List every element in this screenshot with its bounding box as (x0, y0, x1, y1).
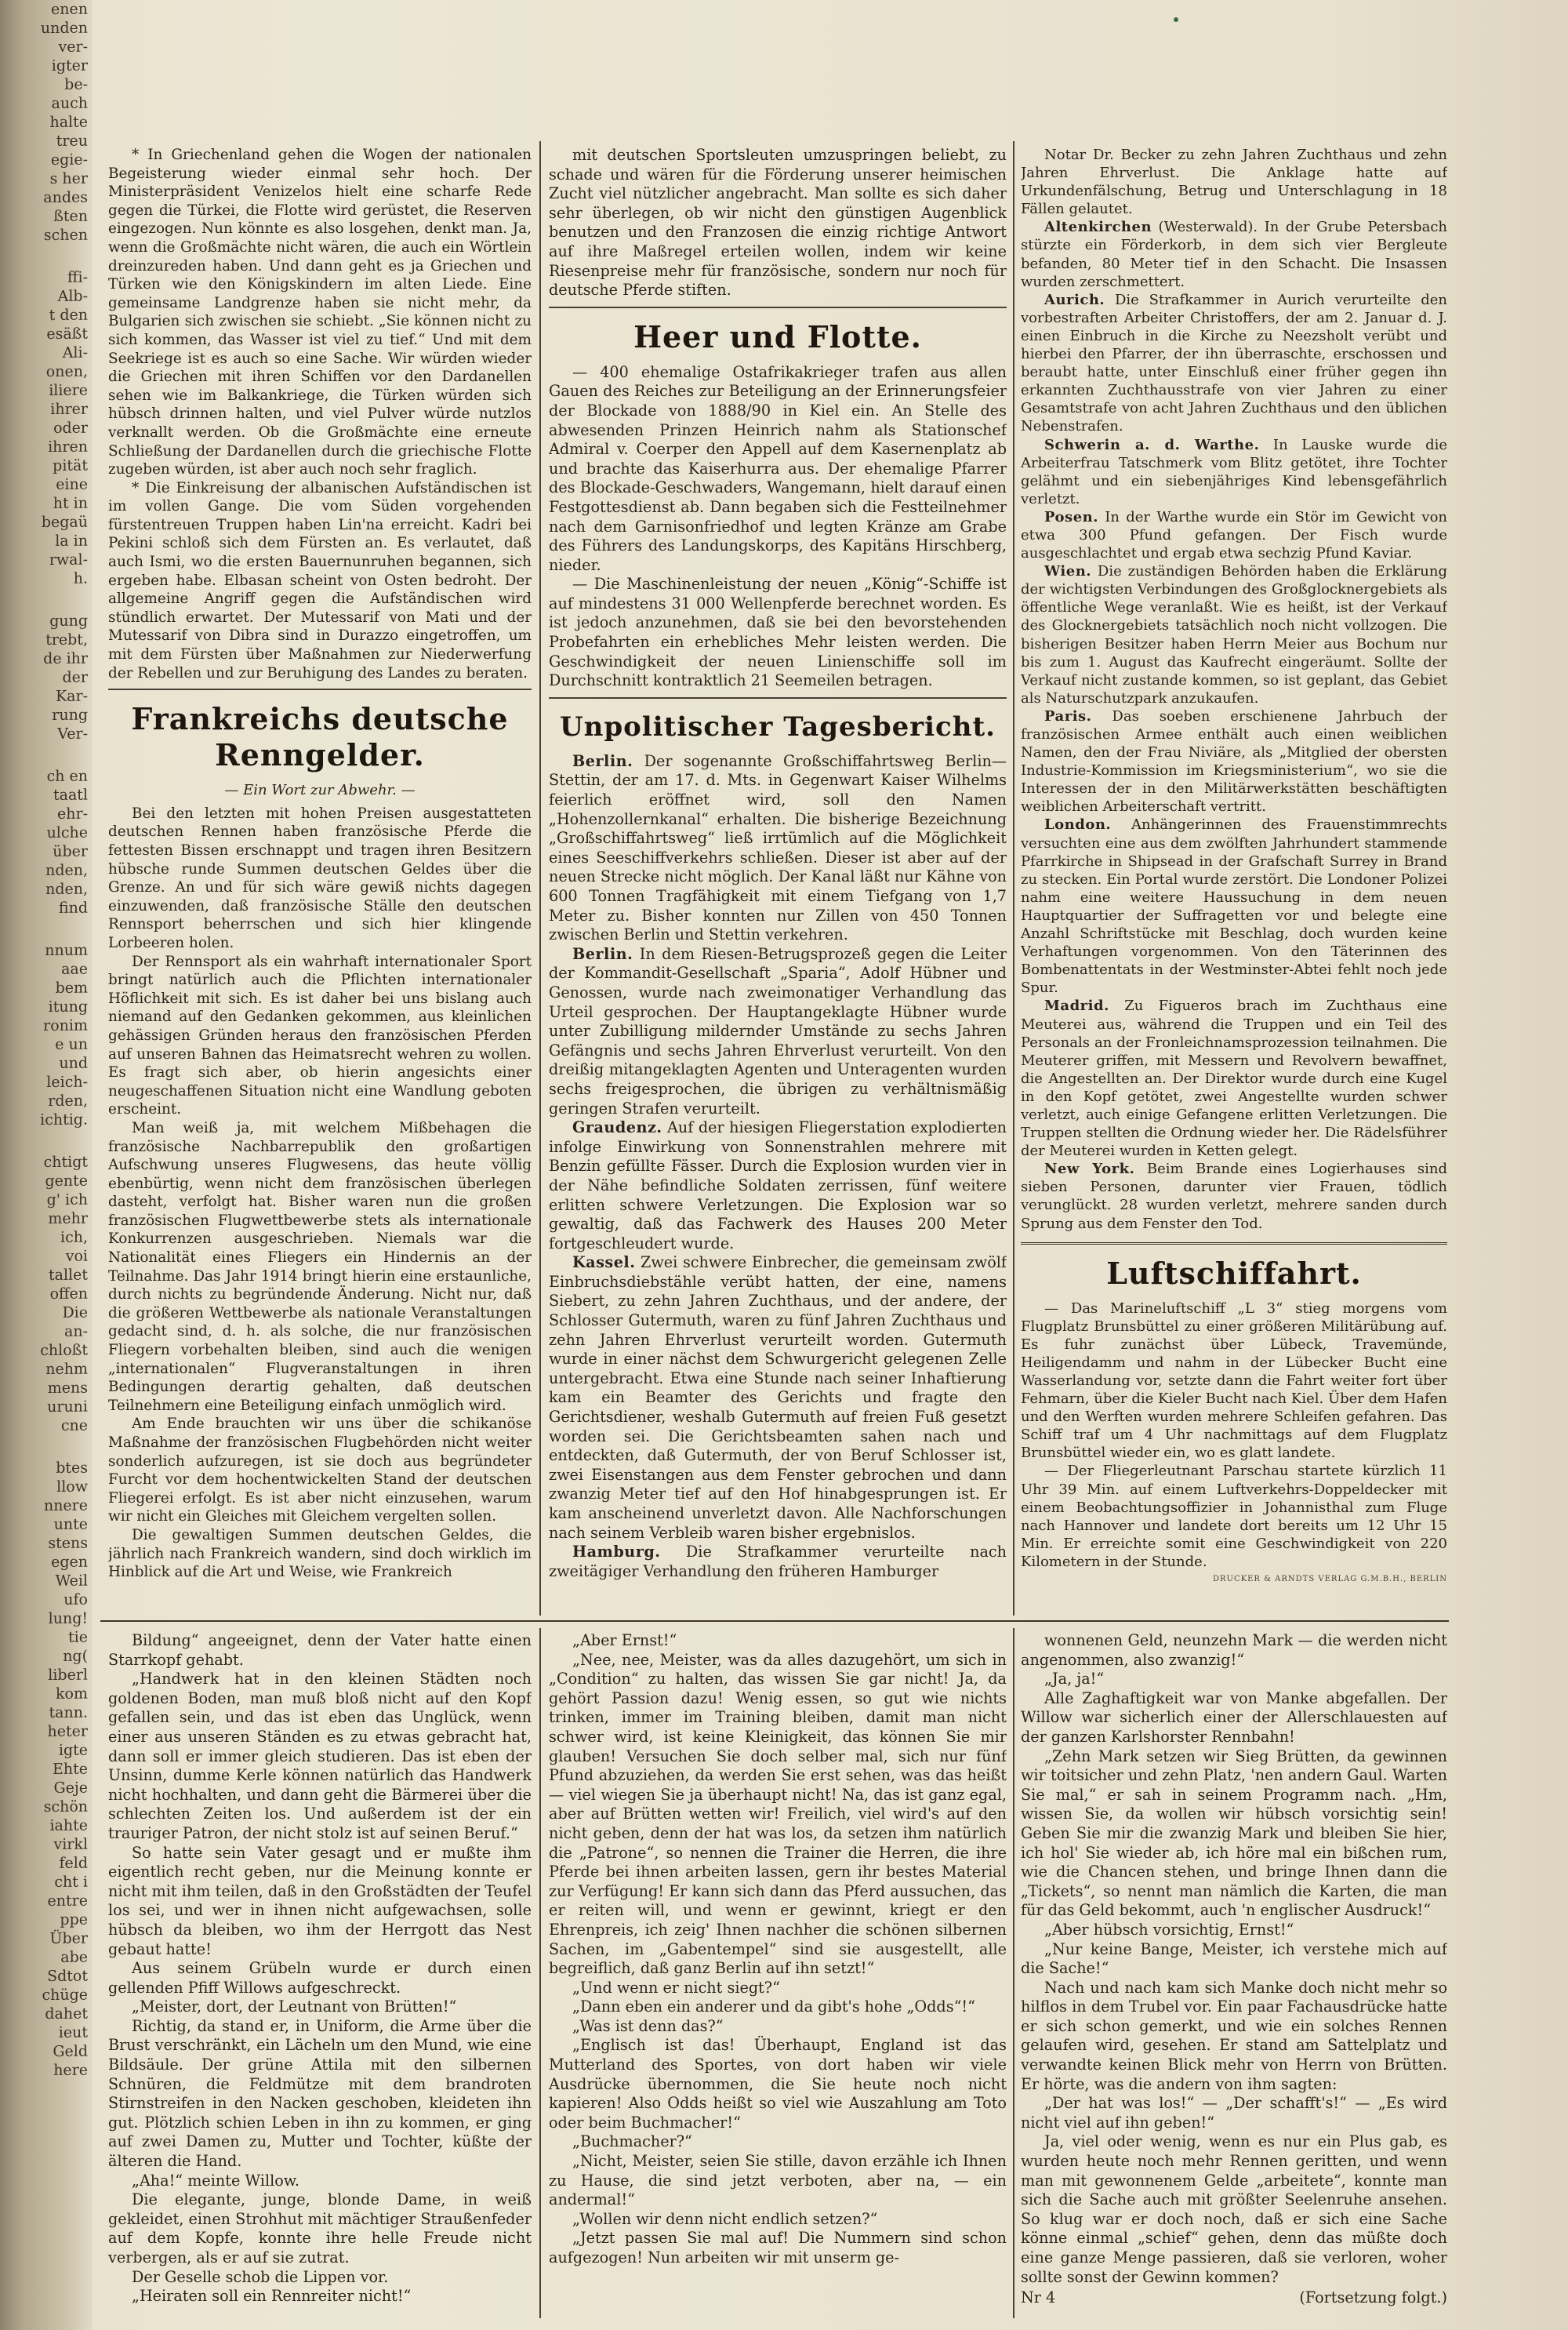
paragraph (1021, 1299, 1447, 1463)
gutter-fragment: offen (49, 1285, 88, 1303)
gutter-fragment: la in (55, 532, 88, 550)
serial-column-2 (549, 1631, 1007, 2321)
paragraph (108, 1415, 532, 1526)
c3-paras (1021, 146, 1447, 1233)
paragraph (1021, 1747, 1447, 1921)
paragraph (1021, 1979, 1447, 2095)
column-3 (1021, 146, 1447, 1614)
gutter-fragment: ulche (46, 823, 88, 841)
gutter-fragment: auch (51, 94, 88, 112)
dateline: Wien. (1044, 563, 1092, 580)
serial-footer (1021, 2288, 1447, 2308)
paragraph (549, 2132, 1007, 2152)
dateline: Kassel. (572, 1253, 636, 1272)
paragraph-text: Der sogenannte Großschiffahrtsweg Berlin—Stettin, der am 17. d. Mts. in Gegenwart Kaiser Wilhelms feierlich eröffnet wird, soll den Namen „Hohenzollernkanal“ erhalten. Die bisherige Bezeichnung „Großschiffahrtsweg“ ließ irrtümlich auf die Möglichkeit eines Seeschiffverkehrs schließen. Dieser ist aber auf der neuen Strecke nicht möglich. Der Kanal läßt nur Kähne von 600 Tonnen Tragfähigkeit mit einem Tiefgang von 1,7 Meter zu. Bisher konnten nur Zillen von 450 Tonnen zwischen Berlin und Stettin verkehren. (549, 751, 1007, 944)
heading-unpolitischer-tagesbericht: Unpolitischer Tagesbericht. (559, 711, 996, 743)
paragraph-text: Ja, viel oder wenig, wenn es nur ein Plus gab, es wurden heute noch mehr Rennen geritten, und wenn man mit gewonnenem Gelde „arbeitete“, konnte man sich die Sache auch mit größter Seelenruhe ansehen. So klug war er doch noch, daß er sich eine Sache könne einmal „schief“ gehen, denn das müßte doch eine ganze Menge passieren, daß sie verloren, woher sollte sonst der Gewinn kommen? (1021, 2132, 1447, 2286)
gutter-fragment: here (53, 2061, 88, 2079)
gutter-fragment: ichtig. (40, 1110, 88, 1129)
gutter-fragment: ihren (48, 438, 88, 456)
paragraph (549, 1253, 1007, 1543)
paragraph (549, 146, 1007, 300)
paragraph-text: In dem Riesen-Betrugsprozeß gegen die Leiter der Kommandit-Gesellschaft „Sparia“, Adolf Hübner und Genossen, wurde nach zweimonatiger Verhandlung das Urteil gesprochen. Der Hauptangeklagte Hübner wurde unter Zubilligung mildernder Umstände zu sechs Jahren Gefängnis und sechs Jahren Ehrverlust verurteilt. Von den dreißig mitangeklagten Agenten und Unteragenten wurden sechs freigesprochen, die übrigen zu verhältnismäßig geringen Strafen verurteilt. (549, 944, 1007, 1118)
paragraph (108, 1119, 532, 1416)
paragraph (1021, 1670, 1447, 1689)
gutter-gap (0, 743, 93, 768)
gutter-fragment: egie- (50, 151, 88, 169)
paragraph-text: In Lauske wurde die Arbeiterfrau Tatschmerk vom Blitz getötet, ihre Tochter gelähmt und ein siebenjähriges Kind lebensgefährlich verletzt. (1021, 436, 1447, 507)
rule (549, 697, 1007, 699)
gutter-fragment: über (53, 842, 88, 860)
section-divider (100, 1620, 1449, 1622)
gutter-gap (0, 1435, 93, 1459)
paragraph-text: Am Ende brauchten wir uns über die schikanöse Maßnahme der französischen Flugbehörden nicht weiter sonderlich aufzuregen, ist sie doch aus begründeter Furcht vor dem hochentwickelten Stand der deutschen Fliegerei erfolgt. Es ist aber nicht einzusehen, warum wir nicht ein Gleiches mit Gleichem vergelten sollen. (108, 1416, 532, 1525)
gutter-fragment: tallet (49, 1266, 88, 1284)
dateline: Posen. (1044, 508, 1098, 525)
paragraph-text: Das soeben erschienene Jahrbuch der französischen Armee enthält auch einen weiblichen Namen, den der Frau Niviäre, als „Mitglied der obersten Industrie-Kommission im Kriegsministerium“, wo sie die Interessen der in den Militärwerkstätten beschäftigten weiblichen Arbeiterschaft vertritt. (1021, 707, 1447, 816)
c2-paras (549, 146, 1007, 300)
paragraph (108, 953, 532, 1119)
dateline: Altenkirchen (1044, 219, 1152, 236)
c1-paras (108, 146, 532, 682)
gutter-fragment: Die (62, 1303, 88, 1321)
gutter-fragment: nden, (45, 861, 88, 880)
gutter-fragment: lung! (48, 1609, 88, 1627)
paragraph-text: In der Warthe wurde ein Stör im Gewicht von etwa 300 Pfund gefangen. Der Fisch wurde ausgeschlachtet und ergab etwa sechzig Pfund Kaviar. (1021, 508, 1447, 562)
paragraph (1021, 707, 1447, 816)
rule (549, 307, 1007, 308)
gutter-fragment: eine (56, 475, 88, 493)
gutter-fragment: rden, (48, 1092, 88, 1110)
paragraph-text: „Meister, dort, der Leutnant von Brütten!“ (132, 1997, 457, 2016)
paragraph-text: Auf der hiesigen Fliegerstation explodierten infolge Einwirkung von Sonnenstrahlen mehrere mit Benzin gefüllte Fässer. Durch die Explosion wurden vier in der Nähe befindliche Soldaten zerrissen, fünf weitere erlitten schwere Verletzungen. Die Explosion war so gewaltig, daß das Fachwerk des Hauses 200 Meter fortgeschleudert wurde. (549, 1118, 1007, 1252)
gutter-fragment: e un (55, 1035, 88, 1053)
heading-heer-und-flotte: Heer und Flotte. (633, 318, 922, 354)
paragraph (108, 1670, 532, 1843)
gutter-fragment: Ver- (57, 725, 88, 743)
gutter-fragment: iliere (49, 381, 88, 399)
gutter-gap (0, 1129, 93, 1154)
paragraph-text: Der Geselle schob die Lippen vor. (132, 2267, 389, 2286)
gutter-fragment: dahet (45, 2005, 88, 2023)
gutter-fragment: g' ich (46, 1190, 88, 1209)
gutter-fragment: s her (49, 169, 88, 187)
gutter-fragment: kom (56, 1685, 88, 1703)
paragraph-text: Die zuständigen Behörden haben die Erklärung der wichtigsten Verbindungen des Großglocknergebiets als öffentliche Wege veranlaßt. Wie es heißt, ist der Verkauf des Glocknergebiets tatsächlich noch nicht vollzogen. Die bisherigen Besitzer haben Herrn Meier aus Bochum nur bis zum 1. August das Kaufrecht eingeräumt. Sollte der Verkauf nicht zustande kommen, so ist geplant, das Gebiet als Naturschutzpark anzukaufen. (1021, 563, 1447, 707)
paragraph-text: Bei den letzten mit hohen Preisen ausgestatteten deutschen Rennen haben französische Pferde die fettesten Bissen erschnappt und tragen ihren Besitzern hübsche runde Summen deutschen Geldes über die Grenze. An und für sich wäre gewiß nichts dagegen einzuwenden, daß französische Ställe den deutschen Rennsport beherrschen und sich hier klingende Lorbeeren holen. (108, 805, 532, 951)
gutter-fragment: de ihr (43, 649, 88, 668)
rule (1021, 1242, 1447, 1245)
gutter-fragment: ng( (63, 1647, 88, 1665)
paragraph-text: — 400 ehemalige Ostafrikakrieger trafen aus allen Gauen des Reiches zur Beteiligung an der Erinnerungsfeier der Blockade von 1888/90 in Kiel ein. An Stelle des abwesenden Prinzen Heinrich nahm als Stationschef Admiral v. Coerper den Appell auf dem Kasernenplatz ab und brachte das Kaiserhurra aus. Der ehemalige Pfarrer des Blockade-Geschwaders, Wangemann, hielt darauf einen Festgottesdienst ab. Dann begaben sich die Festteilnehmer nach dem Garnisonfriedhof und legten Kränze am Grabe des Führers des Landungskorps, des Kapitäns Hirschberg, nieder. (549, 362, 1007, 574)
gutter-fragment: leich- (46, 1073, 88, 1091)
paragraph-text: „Aber hübsch vorsichtig, Ernst!“ (1044, 1920, 1294, 1939)
gutter-fragment: gung (49, 612, 88, 630)
s3-paras (1021, 1631, 1447, 2287)
gutter-fragment: tie (68, 1628, 88, 1646)
gutter-fragment: enen (51, 0, 88, 18)
c2-paras2 (549, 752, 1007, 1582)
paragraph (1021, 997, 1447, 1160)
rule (108, 689, 532, 690)
gutter-fragment: iahte (49, 1816, 88, 1834)
paragraph-text: „Ja, ja!“ (1044, 1670, 1105, 1688)
gutter-fragment: Sdtot (47, 1967, 88, 1985)
paragraph-text: Der Rennsport als ein wahrhaft internationaler Sport bringt natürlich auch die Pflichten internationaler Höflichkeit mit sich. Es ist daher bei uns bislang auch niemand auf den Gedanken gekommen, aus kleinlichen gehässigen Gründen heraus den französischen Pferden auf unseren Bahnen das Heimatsrecht wehren zu wollen. Es fragt sich aber, ob hierin angesichts einer neugeschaffenen Situation nicht eine Wandlung geboten erscheint. (108, 953, 532, 1118)
paragraph-text: „Aha!“ meinte Willow. (132, 2171, 300, 2190)
gutter-fragment: nnere (43, 1496, 88, 1515)
gutter-fragment: egen (51, 1553, 88, 1571)
paragraph-text: „Nee, nee, Meister, was da alles dazugehört, um sich in „Condition“ zu halten, das wissen Sie gar nicht! Ja, da gehört Passion dazu! Wenig essen, so gut wie nichts trinken, immer im Training bleiben, damit man nicht schwer wird, ist keine Kleinigkeit, das können Sie mir glauben! Versuchen Sie doch selber mal, sich nur fünf Pfund abzuziehen, da werden Sie erst sehen, was das heißt — viel wiegen Sie ja überhaupt nicht! Na, das ist ganz egal, aber auf Brütten wetten wir! Freilich, viel wird's auf den nicht geben, denn der hat was los, da setzen ihm natürlich die „Patrone“, so nennen die Trainer die Herren, die ihre Pferde bei ihnen arbeiten lassen, gern ihr bestes Material zur Verfügung! Er kann sich dann das Pferd aussuchen, das er reiten will, und wenn er gewinnt, kriegt er den Ehrenpreis, ich zeig' Ihnen nachher die schönen silbernen Sachen, im „Gabentempel“ sind sie ausgestellt, alle begreiflich, daß ganz Berlin auf ihn setzt!“ (549, 1650, 1007, 1978)
paragraph (549, 752, 1007, 945)
gutter-fragment: ieut (58, 2023, 88, 2041)
paragraph-text: „Aber Ernst!“ (572, 1631, 677, 1649)
paragraph-text: Notar Dr. Becker zu zehn Jahren Zuchthaus und zehn Jahren Ehrverlust. Die Anklage hatte auf Urkundenfälschung, Betrug und Unterschlagung in 18 Fällen gelautet. (1021, 147, 1447, 218)
column-divider (539, 1628, 541, 2318)
paragraph (1021, 562, 1447, 707)
gutter-gap (0, 245, 93, 269)
gutter-fragment: igter (51, 56, 88, 75)
gutter-fragment: taatl (53, 786, 88, 804)
paragraph-text: Bildung“ angeeignet, denn der Vater hatte einen Starrkopf gehabt. (108, 1631, 532, 1669)
paragraph (1021, 2094, 1447, 2132)
column-1 (108, 146, 532, 1614)
paragraph-text: * Die Einkreisung der albanischen Aufständischen ist im vollen Gange. Die vom Süden vorgehenden fürstentreuen Truppen haben Lin'na erreicht. Kadri bei Pekini schloß sich dem Fürsten an. Es verlautet, daß auch Ismi, wo die ersten Bauernunruhen begannen, sich ergeben habe. Elbasan scheint von Osten bedroht. Der allgemeine Angriff gegen die Aufständischen wird stündlich erwartet. Der Mutessarif von Mati und der Mutessarif von Dibra sind in Durazzo eingetroffen, um mit dem Fürsten über Maßnahmen zur Niederwerfung der Rebellen und zur Beruhigung des Landes zu beraten. (108, 479, 532, 682)
paragraph (108, 2287, 532, 2306)
paragraph-text: * In Griechenland gehen die Wogen der nationalen Begeisterung wieder einmal sehr hoch. Der Ministerpräsident Venizelos hielt eine scharfe Rede gegen die Türkei, die Flotte wird gerüstet, die Reserven eingezogen. Nun könnte es also losgehen, denkt man. Ja, wenn die Großmächte nicht wären, die auch ein Wörtlein dreinzureden haben. Und dann geht es ja Griechen und Türken wie den Königskindern im alten Liede. Eine gemeinsame Landgrenze haben sie nicht mehr, da Bulgarien sich zwischen sie schiebt. „Sie können nicht zu sich kommen, das Wasser ist viel zu tief.“ Und mit dem Seekriege ist es auch so eine Sache. Wir würden wieder die Griechen mit ihren Schiffen vor den Dardanellen sehen wie im Balkankriege, die Türken würden sich hübsch drinnen halten, und viel Pulver würde nutzlos verknallt werden. Ob die Großmächte eine erneute Schließung der Dardanellen durch die griechische Flotte zugeben würden, ist aber auch noch sehr fraglich. (108, 147, 532, 478)
paragraph-text: — Das Marineluftschiff „L 3“ stieg morgens vom Flugplatz Brunsbüttel zu einer größeren Militärübung auf. Es fuhr zunächst über Lübeck, Travemünde, Heiligendamm und nahm in der Lübecker Bucht eine Wasserlandung vor, setzte dann die Fahrt weiter fort über Fehmarn, über die Kieler Bucht nach Kiel. Über dem Hafen und den Werften wurden mehrere Schleifen gefahren. Das Schiff traf um 4 Uhr nachmittags auf dem Flugplatz Brunsbüttel wieder ein, wo es glatt landete. (1021, 1299, 1447, 1462)
dateline: New York. (1044, 1161, 1135, 1178)
gutter-fragment: feld (59, 1854, 88, 1872)
paragraph (549, 2017, 1007, 2037)
paragraph (108, 1631, 532, 1670)
gutter-fragment: trebt, (45, 631, 88, 649)
paragraph (549, 2229, 1007, 2267)
serial-column-3 (1021, 1631, 1447, 2321)
continued-note: (Fortsetzung folgt.) (1299, 2288, 1447, 2307)
paragraph (1021, 1462, 1447, 1571)
gutter-fragment: unte (53, 1515, 88, 1533)
paragraph (1021, 1689, 1447, 1747)
print-mark (1174, 17, 1178, 22)
gutter-fragment: t den (49, 306, 88, 324)
paragraph-text: Man weiß ja, mit welchem Mißbehagen die französische Nachbarrepublik den großartigen Aufschwung unseres Flugwesens, das heute völlig ebenbürtig, wenn nicht dem französischen überlegen dasteht, verfolgt hat. Bisher waren nun die großen französischen Flugwettbewerbe stets als internationale Konkurrenzen ausgeschrieben. Niemals war die Nationalität eines Fliegers ein Hindernis an der Teilnahme. Das Jahr 1914 bringt hierin eine erstaunliche, durch nichts zu begründende Änderung. Nicht nur, daß die größeren Wettbewerbe als nationale Veranstaltungen gedacht sind, d. h. als solche, die nur französischen Fliegern vorbehalten bleiben, sind auch die wenigen „internationalen“ Flugveranstaltungen in ihren Bedingungen derartig gehalten, daß deutschen Teilnehmern eine Beteiligung einfach unmöglich wird. (108, 1119, 532, 1414)
gutter-fragment: nnum (45, 941, 88, 960)
paragraph (108, 2017, 532, 2172)
dateline: Berlin. (572, 751, 633, 770)
paragraph (549, 575, 1007, 691)
c3-paras2 (1021, 1299, 1447, 1571)
gutter-fragment: ihrer (50, 400, 88, 418)
gutter-fragment: unden (40, 19, 88, 38)
gutter-gap (0, 918, 93, 942)
paragraph (1021, 1160, 1447, 1232)
paragraph-text: „Jetzt passen Sie mal auf! Die Nummern sind schon aufgezogen! Nun arbeiten wir mit unserm ge- (549, 2229, 1007, 2266)
paragraph-text: „Handwerk hat in den kleinen Städten noch goldenen Boden, man muß bloß nicht auf den Kopf gefallen sein, und das ist eben das Unglück, wenn einer aus unseren Ständen es zu etwas gebracht hat, dann soll er immer gleich studieren. Das ist eben der Unsinn, dumme Kerle können natürlich das Handwerk nicht hochhalten, und dann geht die Bärmerei über die schlechten Zeiten los. Und außerdem ist der ein trauriger Patron, der nicht stolz ist auf seinen Beruf.“ (108, 1670, 532, 1842)
column-2 (549, 146, 1007, 1614)
gutter-fragment: pität (53, 456, 88, 474)
gutter-fragment: Weil (55, 1572, 88, 1590)
dateline: Hamburg. (572, 1543, 661, 1561)
gutter-fragment: der (62, 668, 88, 686)
paragraph-text: Die Strafkammer in Aurich verurteilte den vorbestraften Arbeiter Christoffers, der am 2. Januar d. J. einen Einbruch in die Kirche zu Neezsholt verübt und hierbei den Pfarrer, der ihn überraschte, erschossen und beraubt hatte, unter Einschluß einer früher gegen ihn erkannten Zuchthausstrafe von vier Jahren zu einer Gesamtstrafe von acht Jahren Zuchthaus und den üblichen Nebenstrafen. (1021, 291, 1447, 435)
gutter-fragment: ffi- (67, 268, 88, 286)
paragraph (549, 1979, 1007, 1998)
paragraph-text: Die gewaltigen Summen deutschen Geldes, die jährlich nach Frankreich wandern, sind doch wirklich im Hinblick auf die Art und Weise, wie Frankreich (108, 1526, 532, 1581)
paragraph-text: „Wollen wir denn nicht endlich setzen?“ (572, 2209, 878, 2228)
issue-number: Nr 4 (1021, 2288, 1056, 2307)
gutter-fragment: heter (47, 1722, 88, 1740)
gutter-fragment: be- (64, 75, 88, 93)
dateline: Paris. (1044, 707, 1092, 725)
gutter-fragment: ronim (43, 1016, 88, 1035)
gutter-fragment: nden, (45, 880, 88, 899)
gutter-fragment: ht in (53, 494, 88, 512)
paragraph-text: wonnenen Geld, neunzehn Mark — die werden nicht angenommen, also zwanzig!“ (1021, 1631, 1447, 1669)
column-divider (539, 141, 541, 1616)
gutter-fragment: ehr- (57, 805, 88, 823)
paragraph-text: Anhängerinnen des Frauenstimmrechts versuchten eine aus dem zwölften Jahrhundert stammende Pfarrkirche in Shipsead in der Grafschaft Surrey in Brand zu stecken. Ein Portal wurde zerstört. Die Londoner Polizei nahm eine weitere Haussuchung in dem neuen Hauptquartier der Suffragetten vor und belegte eine Anzahl Schriftstücke mit Beschlag, doch wurden keine Verhaftungen vorgenommen. Von den Täterinnen des Bombenattentats in der Westminster-Abtei fehlt noch jede Spur. (1021, 816, 1447, 997)
paragraph-text: — Der Fliegerleutnant Parschau startete kürzlich 11 Uhr 39 Min. auf einem Luftverkehrs-Doppeldecker mit einem Beobachtungsoffizier in Johannisthal zum Fluge nach Hannover und landete dort bereits um 12 Uhr 15 Min. Er erreichte somit eine Geschwindigkeit von 220 Kilometern in der Stunde. (1021, 1463, 1447, 1570)
gutter-fragment: begaü (41, 513, 88, 532)
paragraph-text: „Englisch ist das! Überhaupt, England ist das Mutterland des Sportes, von dort haben wir viele Ausdrücke übernommen, die Sie heute noch nicht kapieren! Also Odds heißt so viel wie Auszahlung am Toto oder beim Buchmacher!“ (549, 2036, 1007, 2132)
gutter-fragment: und (59, 1054, 88, 1072)
paragraph-text: Beim Brande eines Logierhauses sind sieben Personen, darunter vier Frauen, tödlich verunglückt. 28 wurden verletzt, mehrere sanden durch Sprung aus dem Fenster den Tod. (1021, 1161, 1447, 1232)
gutter-fragment: igte (58, 1741, 88, 1759)
dateline: Aurich. (1044, 291, 1105, 308)
paragraph-text: „Buchmacher?“ (572, 2132, 692, 2151)
paragraph (1021, 218, 1447, 290)
paragraph (549, 945, 1007, 1118)
paragraph-text: Alle Zaghaftigkeit war von Manke abgefallen. Der Willow war sicherlich einer der Allerschlauesten auf der ganzen Karlshorster Rennbahn! (1021, 1688, 1447, 1746)
paragraph-text: — Die Maschinenleistung der neuen „König“-Schiffe ist auf mindestens 31 000 Wellenpferde berechnet worden. Es ist jedoch anzunehmen, daß sie bei den bevorstehenden Probefahrten ein erhebliches Mehr leisten werden. Die Geschwindigkeit der neuen Linienschiffe soll im Durchschnitt kontraktlich 21 Seemeilen betragen. (549, 575, 1007, 690)
gutter-fragment: Ehte (53, 1760, 88, 1778)
paragraph (1021, 1631, 1447, 1670)
gutter-fragment: an- (64, 1322, 88, 1340)
column-divider (1013, 1628, 1014, 2318)
s2-paras (549, 1631, 1007, 2268)
gutter-fragment: halte (49, 113, 88, 131)
paragraph-text: „Der hat was los!“ — „Der schafft's!“ — „Es wird nicht viel auf ihn geben!“ (1021, 2094, 1447, 2132)
dateline: Graudenz. (572, 1118, 662, 1137)
gutter-fragment: cht i (54, 1873, 88, 1891)
paragraph (108, 1526, 532, 1582)
gutter-fragment: virkl (53, 1835, 88, 1853)
paragraph (1021, 436, 1447, 508)
paragraph-text: So hatte sein Vater gesagt und er mußte ihm eigentlich recht geben, nur die Meinung konnte er nicht mit ihm teilen, daß in den Großstädten der Teufel los sei, und wer in ihnen nicht aufgewachsen, solle hübsch da bleiben, wo ihm der Herrgott das Nest gebaut hatte! (108, 1843, 532, 1958)
paragraph-text: (Westerwald). In der Grube Petersbach stürzte ein Förderkorb, in dem sich vier Bergleute befanden, 80 Meter tief in den Schacht. Die Insassen wurden zerschmettert. (1021, 219, 1447, 290)
paragraph-text: Aus seinem Grübeln wurde er durch einen gellenden Pfiff Willows aufgeschreckt. (108, 1959, 532, 1997)
gutter-fragment: andes (43, 188, 88, 207)
gutter-fragment: nehm (45, 1360, 88, 1379)
paragraph (1021, 816, 1447, 997)
gutter-fragment: Alb- (57, 287, 88, 305)
gutter-fragment: gente (45, 1172, 88, 1190)
paragraph (1021, 291, 1447, 436)
gutter-fragment: find (58, 899, 88, 917)
gutter-fragment: chtigt (43, 1153, 88, 1172)
gutter-fragment: stens (48, 1534, 88, 1552)
paragraph (108, 2268, 532, 2288)
serial-column-1 (108, 1631, 532, 2321)
paragraph-text: mit deutschen Sportsleuten umzuspringen beliebt, zu schade und wären für die Förderung unserer heimischen Zucht viel nützlicher angebracht. Man sollte es sich daher sehr überlegen, ob wir nicht den günstigen Augenblick benutzen und den Franzosen die einzig richtige Antwort auf ihre Maßregel erteilen wollen, indem wir keine Riesenpreise mehr für französische, sondern nur noch für deutsche Pferde stiften. (549, 146, 1007, 300)
paragraph-text: „Heiraten soll ein Rennreiter nicht!“ (132, 2287, 412, 2306)
gutter-fragment: oder (53, 419, 88, 437)
c1-paras2 (108, 805, 532, 1582)
paragraph-text: „Und wenn er nicht siegt?“ (572, 1978, 780, 1997)
gutter-fragment: ch en (46, 767, 88, 785)
printer-imprint: DRUCKER & ARNDTS VERLAG G.M.B.H., BERLIN (1212, 1575, 1447, 1584)
paragraph (108, 479, 532, 683)
dateline: Berlin. (572, 944, 633, 963)
paragraph (108, 1844, 532, 1960)
paragraph-text: „Zehn Mark setzen wir Sieg Brütten, da gewinnen wir toitsicher und zehn Platz, 'nen andern Gaul. Warten Sie mal,“ er sah in seinem Programm nach. „Hm, wissen Sie, da wollen wir hübsch vorsichtig sein! Geben Sie mir die zwanzig Mark und bleiben Sie hier, ich hol' Sie wieder ab, ich höre mal ein bißchen rum, wie die Chancen stehen, und bringe Ihnen dann die „Tickets“, so nennt man nämlich die Karten, die man für das Geld bekommt, auch 'n englischer Ausdruck!“ (1021, 1747, 1447, 1920)
gutter-fragment: btes (56, 1459, 88, 1477)
gutter-fragment: Kar- (55, 687, 88, 705)
paragraph (549, 363, 1007, 576)
paragraph-text: „Was ist denn das?“ (572, 2016, 724, 2035)
paragraph (108, 2190, 532, 2267)
c2-paras1 (549, 363, 1007, 691)
paragraph-text: Die Strafkammer verurteilte nach zweitägiger Verhandlung den früheren Hamburger (549, 1543, 1007, 1580)
gutter-fragment: rwal- (49, 551, 88, 569)
s1-paras (108, 1631, 532, 2306)
paragraph-text: Zu Figueros brach im Zuchthaus eine Meuterei aus, während die Truppen und ein Teil des Personals an der Fronleichnamsprozession teilnahmen. Die Meuterer griffen, mit Messern und Revolvern bewaffnet, die Angestellten an. Der Direktor wurde durch eine Kugel in den Kopf getötet, zwei Angestellte wurden schwer verletzt, auch einige Gefangene erlitten Verletzungen. Die Truppen stellten die Ordnung wieder her. Die Rädelsführer der Meuterei wurden in Ketten gelegt. (1021, 998, 1447, 1160)
gutter-fragment: h. (73, 569, 88, 587)
gutter-fragment: mehr (48, 1209, 88, 1227)
paragraph (108, 2172, 532, 2191)
gutter-fragment: Geje (53, 1779, 88, 1797)
paragraph (108, 146, 532, 479)
gutter-fragment: entre (47, 1892, 88, 1910)
paragraph-text: „Nur keine Bange, Meister, ich verstehe mich auf die Sache!“ (1021, 1939, 1447, 1978)
gutter-fragment: uruni (47, 1398, 88, 1416)
gutter-fragment: rung (52, 706, 88, 724)
gutter-fragment: schen (43, 226, 88, 245)
paragraph (549, 2152, 1007, 2210)
paragraph (549, 1543, 1007, 1581)
gutter-fragment: chüge (42, 1986, 88, 2005)
gutter-fragment: tann. (49, 1703, 88, 1721)
paragraph-text: „Dann eben ein anderer und da gibt's hohe „Odds“!“ (572, 1997, 975, 2016)
gutter-fragment: Ali- (62, 344, 88, 362)
gutter-fragment: llow (56, 1478, 88, 1496)
gutter-fragment: chloßt (40, 1341, 88, 1360)
gutter-fragment: Geld (53, 2042, 88, 2060)
gutter-fragment: abe (60, 1948, 88, 1966)
gutter-fragment: onen, (45, 362, 88, 381)
gutter-fragment: mens (47, 1379, 88, 1397)
gutter-fragment: liberl (48, 1666, 88, 1684)
gutter-fragment: ufo (64, 1590, 88, 1608)
paragraph-text: Nach und nach kam sich Manke doch nicht mehr so hilflos in dem Trubel vor. Ein paar Fachausdrücke hatte er sich schon gemerkt, und wie ein solches Rennen gelaufen wird, gesehen. Er stand am Sattelplatz und verwandte keinen Blick mehr von Herrn von Brütten. Er hörte, was die andern von ihm sagten: (1021, 1978, 1447, 2093)
paragraph (549, 1997, 1007, 2017)
gutter-fragment: bem (55, 979, 88, 997)
gutter-fragment: ich, (60, 1228, 88, 1246)
previous-page-gutter (0, 0, 93, 2330)
paragraph (549, 2210, 1007, 2230)
gutter-fragment: cne (60, 1416, 88, 1434)
paragraph (1021, 1921, 1447, 1940)
paragraph (1021, 146, 1447, 218)
paragraph-text: Zwei schwere Einbrecher, die gemeinsam zwölf Einbruchsdiebstähle verübt hatten, der eine, namens Siebert, zu zehn Jahren Zuchthaus, und der andere, der Schlosser Gutermuth, waren zu fünf Jahren Zuchthaus und zehn Jahren Ehrverlust verurteilt worden. Gutermuth wurde in einer nächst dem Schwurgericht gelegenen Zelle untergebracht. Etwa eine Stunde nach seiner Inhaftierung kam ein Beamter des Gerichts und fragte den Gerichtsdiener, weshalb Gutermuth auf freien Fuß gesetzt worden sei. Die Gerichtsbeamten sahen nach und entdeckten, daß Gutermuth, der von Beruf Schlosser ist, zwei Eisenstangen aus dem Fenster gebrochen und dann zwanzig Meter tief auf den Hof hinabgesprungen ist. Er kam anscheinend unverletzt davon. Alle Nachforschungen nach seinem Verbleib waren bisher ergebnislos. (549, 1253, 1007, 1542)
paragraph (1021, 1940, 1447, 1979)
gutter-fragment: ppe (60, 1910, 88, 1928)
heading-luftschiffahrt: Luftschiffahrt. (1106, 1255, 1362, 1291)
paragraph (549, 1631, 1007, 1651)
subheading: — Ein Wort zur Abwehr. — (224, 782, 416, 799)
gutter-fragment: voi (65, 1247, 88, 1265)
gutter-fragment: aae (61, 960, 88, 978)
paragraph (549, 1651, 1007, 1979)
dateline: Madrid. (1044, 998, 1109, 1015)
paragraph (549, 1118, 1007, 1253)
paragraph (549, 2036, 1007, 2132)
column-divider (1013, 141, 1014, 1616)
dateline: London. (1044, 816, 1112, 834)
paragraph (108, 1959, 532, 1997)
paragraph-text: „Nicht, Meister, seien Sie stille, davon erzähle ich Ihnen zu Hause, die sind jetzt verboten, aber na, — ein andermal!“ (549, 2152, 1007, 2209)
paragraph (1021, 2132, 1447, 2287)
gutter-fragment: ßten (53, 207, 88, 225)
dateline: Schwerin a. d. Warthe. (1044, 436, 1260, 453)
gutter-gap (0, 588, 93, 612)
heading-frankreichs-renngelder: Frankreichs deutsche Renngelder. (131, 701, 509, 773)
gutter-fragment: schön (43, 1797, 88, 1816)
gutter-fragment: itung (48, 998, 88, 1016)
paragraph (108, 1997, 532, 2017)
gutter-fragment: Über (49, 1929, 88, 1947)
paragraph (108, 805, 532, 953)
paragraph-text: Die elegante, junge, blonde Dame, in weiß gekleidet, einen Strohhut mit mächtiger Straußenfeder auf dem Kopfe, konnte ihre helle Freude nicht verbergen, als er auf sie zutrat. (108, 2190, 532, 2266)
gutter-fragment: esäßt (46, 325, 88, 343)
paragraph (1021, 508, 1447, 562)
paragraph-text: Richtig, da stand er, in Uniform, die Arme über die Brust verschränkt, ein Lächeln um den Mund, wie eine Bildsäule. Der grüne Attila mit den silbernen Schnüren, die Feldmütze mit dem brandroten Stirnstreifen in den Nacken geschoben, kleideten ihn gut. Plötzlich schien Leben in ihn zu kommen, er ging auf zwei Damen zu, Mutter und Tochter, küßte der älteren die Hand. (108, 2016, 532, 2171)
gutter-fragment: treu (56, 132, 88, 150)
gutter-fragment: ver- (58, 38, 88, 56)
